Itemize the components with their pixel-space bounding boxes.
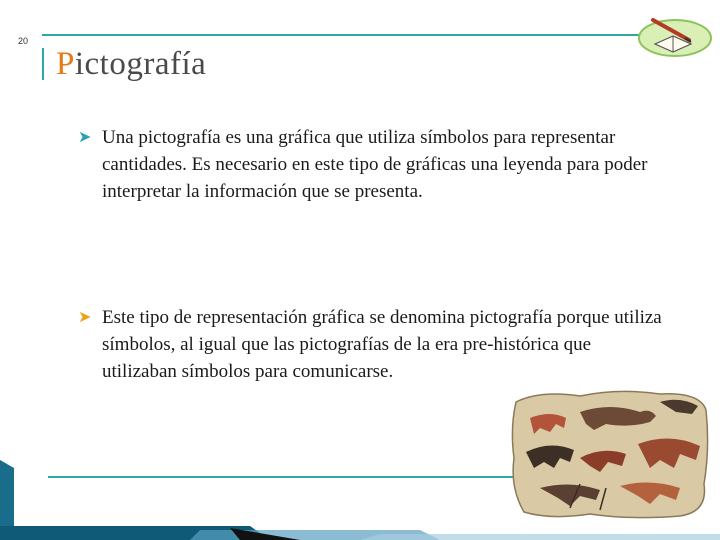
page-title — [56, 46, 206, 83]
bullet-text: Una pictografía es una gráfica que utiliza símbolos para representar cantidades. Es necesario en este tipo de gráficas una leyenda para poder interpretar la información que se presenta. — [102, 127, 648, 202]
arrow-bullet-icon: ➤ — [78, 309, 92, 326]
slide-number: 20 — [18, 36, 29, 46]
bullet-text: Este tipo de representación gráfica se denomina pictografía porque utiliza símbolos, al igual que las pictografías de la era pre-histórica que utilizaban símbolos para comunicarse. — [102, 307, 662, 382]
top-divider — [42, 34, 642, 36]
arrow-bullet-icon: ➤ — [78, 129, 92, 146]
bottom-decoration — [0, 440, 720, 540]
title-first-letter: P — [56, 46, 75, 82]
title-rest: ictografía — [74, 46, 207, 82]
book-and-pen-icon — [633, 14, 713, 60]
bullet-item-definition — [78, 124, 668, 205]
title-accent-bar — [42, 48, 44, 80]
bullet-item-origin — [78, 304, 668, 385]
